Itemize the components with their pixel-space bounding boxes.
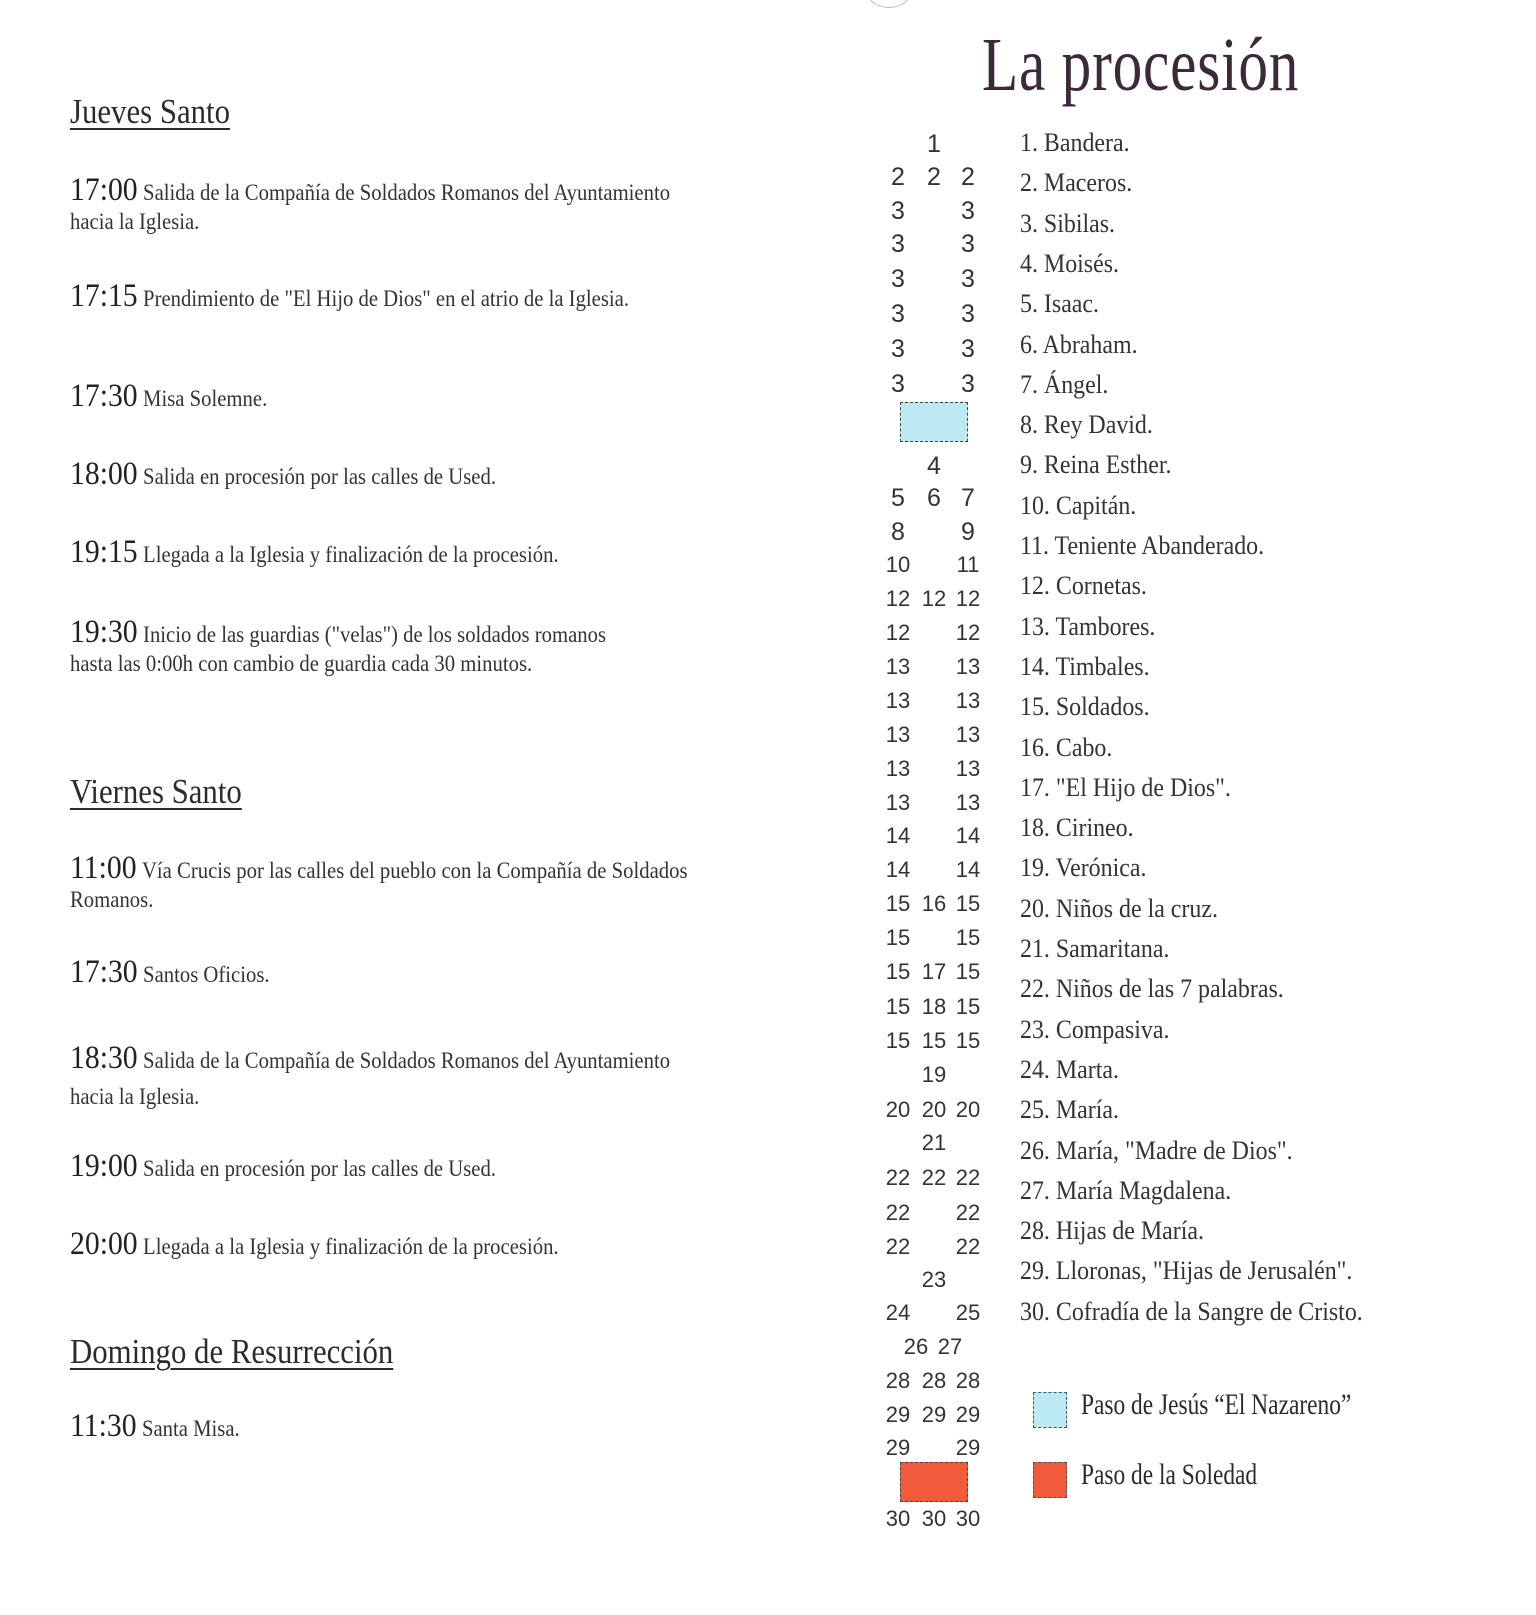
formation-position: 28 bbox=[955, 1368, 981, 1393]
formation-position: 22 bbox=[955, 1234, 981, 1259]
formation-row bbox=[880, 370, 992, 400]
formation-position: 2 bbox=[891, 163, 905, 191]
formation-position: 13 bbox=[885, 654, 911, 679]
formation-position: 6 bbox=[927, 484, 941, 512]
formation-row bbox=[880, 265, 992, 295]
formation-position: 15 bbox=[885, 891, 911, 916]
formation-position: 13 bbox=[955, 790, 981, 815]
formation-position: 22 bbox=[955, 1165, 981, 1190]
role-item: 14. Timbales. bbox=[1020, 651, 1150, 681]
event-text: Salida en procesión por las calles de Used. bbox=[143, 464, 497, 489]
event-text: Santa Misa. bbox=[141, 1416, 240, 1441]
formation-row bbox=[880, 959, 992, 989]
formation-position: 15 bbox=[885, 959, 911, 984]
role-item: 11. Teniente Abanderado. bbox=[1020, 531, 1265, 560]
role-item: 8. Rey David. bbox=[1020, 410, 1153, 440]
schedule-event bbox=[70, 1148, 691, 1184]
formation-position: 30 bbox=[921, 1506, 947, 1531]
role-item: 7. Ángel. bbox=[1020, 369, 1109, 399]
formation-position: 19 bbox=[921, 1062, 947, 1087]
formation-position: 9 bbox=[961, 518, 975, 546]
formation-row bbox=[880, 722, 992, 752]
event-text: Salida en procesión por las calles de Used. bbox=[143, 1156, 497, 1181]
formation-position: 2 bbox=[927, 163, 941, 191]
event-text: Inicio de las guardias ("velas") de los soldados romanos hasta las 0:00h con cambio de guardia cada 30 minutos. bbox=[70, 622, 607, 676]
role-item: 4. Moisés. bbox=[1020, 248, 1120, 278]
formation-position: 15 bbox=[885, 925, 911, 950]
formation-position: 22 bbox=[885, 1234, 911, 1259]
role-item: 17. "El Hijo de Dios". bbox=[1020, 772, 1231, 802]
formation-position: 20 bbox=[921, 1097, 947, 1122]
formation-row bbox=[880, 823, 992, 853]
formation-position: 8 bbox=[891, 518, 905, 546]
event-time: 17:30 bbox=[70, 378, 138, 414]
formation-position: 13 bbox=[955, 654, 981, 679]
role-item: 16. Cabo. bbox=[1020, 732, 1113, 762]
role-item: 27. María Magdalena. bbox=[1020, 1175, 1232, 1205]
legend-label: Paso de la Soledad bbox=[1081, 1458, 1258, 1491]
formation-position: 3 bbox=[961, 197, 975, 225]
formation-position: 23 bbox=[921, 1267, 947, 1292]
formation-position: 7 bbox=[961, 484, 975, 512]
formation-position: 22 bbox=[885, 1200, 911, 1225]
day-heading: Jueves Santo bbox=[70, 92, 230, 131]
formation-position: 3 bbox=[961, 265, 975, 293]
event-text: Vía Crucis por las calles del pueblo con la Compañía de Soldados Romanos. bbox=[70, 858, 688, 912]
formation-row bbox=[880, 1506, 992, 1536]
formation-position: 22 bbox=[921, 1165, 947, 1190]
formation-row bbox=[880, 1130, 992, 1160]
formation-position: 12 bbox=[885, 620, 911, 645]
schedule-event bbox=[70, 614, 646, 678]
role-item: 15. Soldados. bbox=[1020, 692, 1150, 722]
formation-row bbox=[880, 1267, 992, 1297]
schedule-event bbox=[70, 954, 691, 990]
page-decoration-arc bbox=[868, 0, 910, 8]
formation-row bbox=[880, 1200, 992, 1230]
formation-position: 20 bbox=[955, 1097, 981, 1122]
schedule-event bbox=[70, 378, 691, 414]
event-time: 19:30 bbox=[70, 614, 138, 650]
formation-position: 12 bbox=[955, 586, 981, 611]
formation-position: 29 bbox=[955, 1435, 981, 1460]
event-time: 18:30 bbox=[70, 1040, 138, 1076]
formation-position: 30 bbox=[955, 1506, 981, 1531]
formation-position: 14 bbox=[955, 823, 981, 848]
event-text: Santos Oficios. bbox=[143, 962, 270, 987]
event-time: 11:30 bbox=[70, 1408, 137, 1444]
schedule-event bbox=[70, 172, 691, 236]
event-text: Llegada a la Iglesia y finalización de la procesión. bbox=[143, 1234, 559, 1259]
formation-row bbox=[880, 1402, 992, 1432]
role-item: 5. Isaac. bbox=[1020, 289, 1100, 319]
formation-position: 12 bbox=[955, 620, 981, 645]
role-item: 22. Niños de las 7 palabras. bbox=[1020, 974, 1284, 1004]
formation-position: 17 bbox=[921, 959, 947, 984]
formation-position: 3 bbox=[961, 335, 975, 363]
formation-row bbox=[880, 1028, 992, 1058]
formation-position: 13 bbox=[885, 722, 911, 747]
formation-row bbox=[880, 1097, 992, 1127]
formation-row bbox=[880, 130, 992, 160]
formation-position: 3 bbox=[961, 230, 975, 258]
legend-swatch bbox=[1033, 1462, 1067, 1498]
schedule-event bbox=[70, 850, 718, 914]
legend-label: Paso de Jesús “El Nazareno” bbox=[1081, 1388, 1352, 1421]
role-item: 25. María. bbox=[1020, 1095, 1119, 1125]
formation-position: 13 bbox=[885, 790, 911, 815]
formation-row bbox=[880, 518, 992, 548]
formation-position: 14 bbox=[885, 857, 911, 882]
formation-row bbox=[880, 891, 992, 921]
formation-row bbox=[880, 230, 992, 260]
event-time: 19:15 bbox=[70, 534, 138, 570]
formation-position: 12 bbox=[921, 586, 947, 611]
role-item: 21. Samaritana. bbox=[1020, 934, 1170, 963]
formation-position: 14 bbox=[955, 857, 981, 882]
formation-row bbox=[880, 335, 992, 365]
formation-row bbox=[880, 1234, 992, 1264]
event-text: Prendimiento de "El Hijo de Dios" en el atrio de la Iglesia. bbox=[143, 286, 630, 311]
formation-position: 20 bbox=[885, 1097, 911, 1122]
formation-row bbox=[880, 756, 992, 786]
event-text: Salida de la Compañía de Soldados Romanos del Ayuntamiento hacia la Iglesia. bbox=[70, 1048, 671, 1109]
formation-position: 15 bbox=[955, 925, 981, 950]
formation-row bbox=[880, 925, 992, 955]
formation-position: 29 bbox=[885, 1435, 911, 1460]
formation-position: 11 bbox=[956, 552, 980, 577]
event-text: Llegada a la Iglesia y finalización de la procesión. bbox=[143, 542, 559, 567]
formation-position: 2 bbox=[961, 163, 975, 191]
formation-position: 3 bbox=[961, 300, 975, 328]
event-time: 19:00 bbox=[70, 1148, 138, 1184]
formation-row bbox=[880, 1368, 992, 1398]
schedule-event bbox=[70, 1040, 691, 1115]
schedule-event bbox=[70, 456, 691, 492]
formation-position: 28 bbox=[885, 1368, 911, 1393]
role-item: 1. Bandera. bbox=[1020, 128, 1130, 157]
legend-swatch bbox=[1033, 1392, 1067, 1428]
formation-row bbox=[880, 688, 992, 718]
formation-row bbox=[880, 552, 992, 582]
role-item: 6. Abraham. bbox=[1020, 329, 1138, 359]
role-item: 12. Cornetas. bbox=[1020, 571, 1147, 601]
formation-position: 18 bbox=[921, 994, 947, 1019]
formation-position: 15 bbox=[955, 994, 981, 1019]
paso-nazareno-box bbox=[900, 402, 968, 442]
formation-position: 15 bbox=[955, 1028, 981, 1053]
formation-position: 13 bbox=[955, 756, 981, 781]
formation-row bbox=[880, 1334, 992, 1364]
formation-row bbox=[880, 452, 992, 482]
event-time: 17:00 bbox=[70, 172, 138, 208]
formation-row bbox=[880, 484, 992, 514]
formation-position: 15 bbox=[955, 891, 981, 916]
formation-row bbox=[880, 654, 992, 684]
formation-position: 24 bbox=[885, 1300, 911, 1325]
event-time: 18:00 bbox=[70, 456, 138, 492]
formation-position: 27 bbox=[937, 1334, 963, 1359]
formation-position: 3 bbox=[891, 265, 905, 293]
schedule-event bbox=[70, 278, 691, 314]
formation-position: 28 bbox=[921, 1368, 947, 1393]
role-item: 13. Tambores. bbox=[1020, 611, 1156, 641]
formation-position: 25 bbox=[955, 1300, 981, 1325]
formation-row bbox=[880, 620, 992, 650]
formation-position: 4 bbox=[927, 452, 941, 480]
role-item: 9. Reina Esther. bbox=[1020, 450, 1172, 480]
formation-position: 16 bbox=[921, 891, 947, 916]
formation-position: 3 bbox=[891, 335, 905, 363]
schedule-event bbox=[70, 1226, 718, 1262]
role-item: 24. Marta. bbox=[1020, 1054, 1119, 1084]
role-item: 23. Compasiva. bbox=[1020, 1014, 1170, 1044]
formation-row bbox=[880, 300, 992, 330]
formation-position: 30 bbox=[885, 1506, 911, 1531]
formation-row bbox=[880, 163, 992, 193]
formation-row bbox=[880, 857, 992, 887]
formation-position: 15 bbox=[955, 959, 981, 984]
event-text: Salida de la Compañía de Soldados Romanos del Ayuntamiento hacia la Iglesia. bbox=[70, 180, 671, 234]
event-text: Misa Solemne. bbox=[143, 386, 268, 411]
formation-position: 3 bbox=[891, 197, 905, 225]
role-item: 3. Sibilas. bbox=[1020, 208, 1116, 238]
formation-position: 22 bbox=[885, 1165, 911, 1190]
schedule-event bbox=[70, 1408, 691, 1444]
formation-position: 3 bbox=[891, 370, 905, 398]
formation-row bbox=[880, 1062, 992, 1092]
schedule-event bbox=[70, 534, 691, 570]
event-time: 11:00 bbox=[70, 850, 137, 886]
formation-row bbox=[880, 1435, 992, 1465]
role-item: 28. Hijas de María. bbox=[1020, 1216, 1205, 1246]
paso-soledad-box bbox=[900, 1462, 968, 1502]
formation-row bbox=[880, 197, 992, 227]
formation-position: 13 bbox=[955, 688, 981, 713]
event-time: 17:30 bbox=[70, 954, 138, 990]
formation-row bbox=[880, 994, 992, 1024]
role-item: 30. Cofradía de la Sangre de Cristo. bbox=[1020, 1296, 1363, 1326]
day-heading: Viernes Santo bbox=[70, 772, 242, 811]
formation-position: 3 bbox=[961, 370, 975, 398]
formation-position: 29 bbox=[955, 1402, 981, 1427]
formation-position: 13 bbox=[885, 688, 911, 713]
role-item: 18. Cirineo. bbox=[1020, 813, 1134, 843]
formation-position: 29 bbox=[885, 1402, 911, 1427]
formation-position: 13 bbox=[885, 756, 911, 781]
formation-row bbox=[880, 790, 992, 820]
formation-position: 15 bbox=[885, 994, 911, 1019]
role-item: 26. María, "Madre de Dios". bbox=[1020, 1135, 1293, 1165]
procession-title: La procesión bbox=[982, 23, 1300, 107]
formation-position: 13 bbox=[955, 722, 981, 747]
role-item: 2. Maceros. bbox=[1020, 168, 1133, 198]
role-item: 20. Niños de la cruz. bbox=[1020, 893, 1218, 923]
formation-row bbox=[880, 586, 992, 616]
formation-position: 3 bbox=[891, 230, 905, 258]
formation-position: 26 bbox=[903, 1334, 929, 1359]
role-item: 19. Verónica. bbox=[1020, 853, 1147, 883]
day-heading: Domingo de Resurrección bbox=[70, 1332, 394, 1371]
formation-position: 14 bbox=[885, 823, 911, 848]
formation-position: 15 bbox=[885, 1028, 911, 1053]
formation-position: 12 bbox=[885, 586, 911, 611]
event-time: 17:15 bbox=[70, 278, 138, 314]
formation-position: 21 bbox=[921, 1130, 947, 1155]
formation-row bbox=[880, 1300, 992, 1330]
role-item: 29. Lloronas, "Hijas de Jerusalén". bbox=[1020, 1256, 1353, 1286]
formation-position: 3 bbox=[891, 300, 905, 328]
formation-position: 1 bbox=[927, 130, 941, 158]
formation-position: 29 bbox=[921, 1402, 947, 1427]
event-time: 20:00 bbox=[70, 1226, 138, 1262]
formation-position: 22 bbox=[955, 1200, 981, 1225]
formation-position: 10 bbox=[885, 552, 911, 577]
formation-row bbox=[880, 1165, 992, 1195]
formation-position: 5 bbox=[891, 484, 905, 512]
formation-position: 15 bbox=[921, 1028, 947, 1053]
role-item: 10. Capitán. bbox=[1020, 490, 1137, 520]
